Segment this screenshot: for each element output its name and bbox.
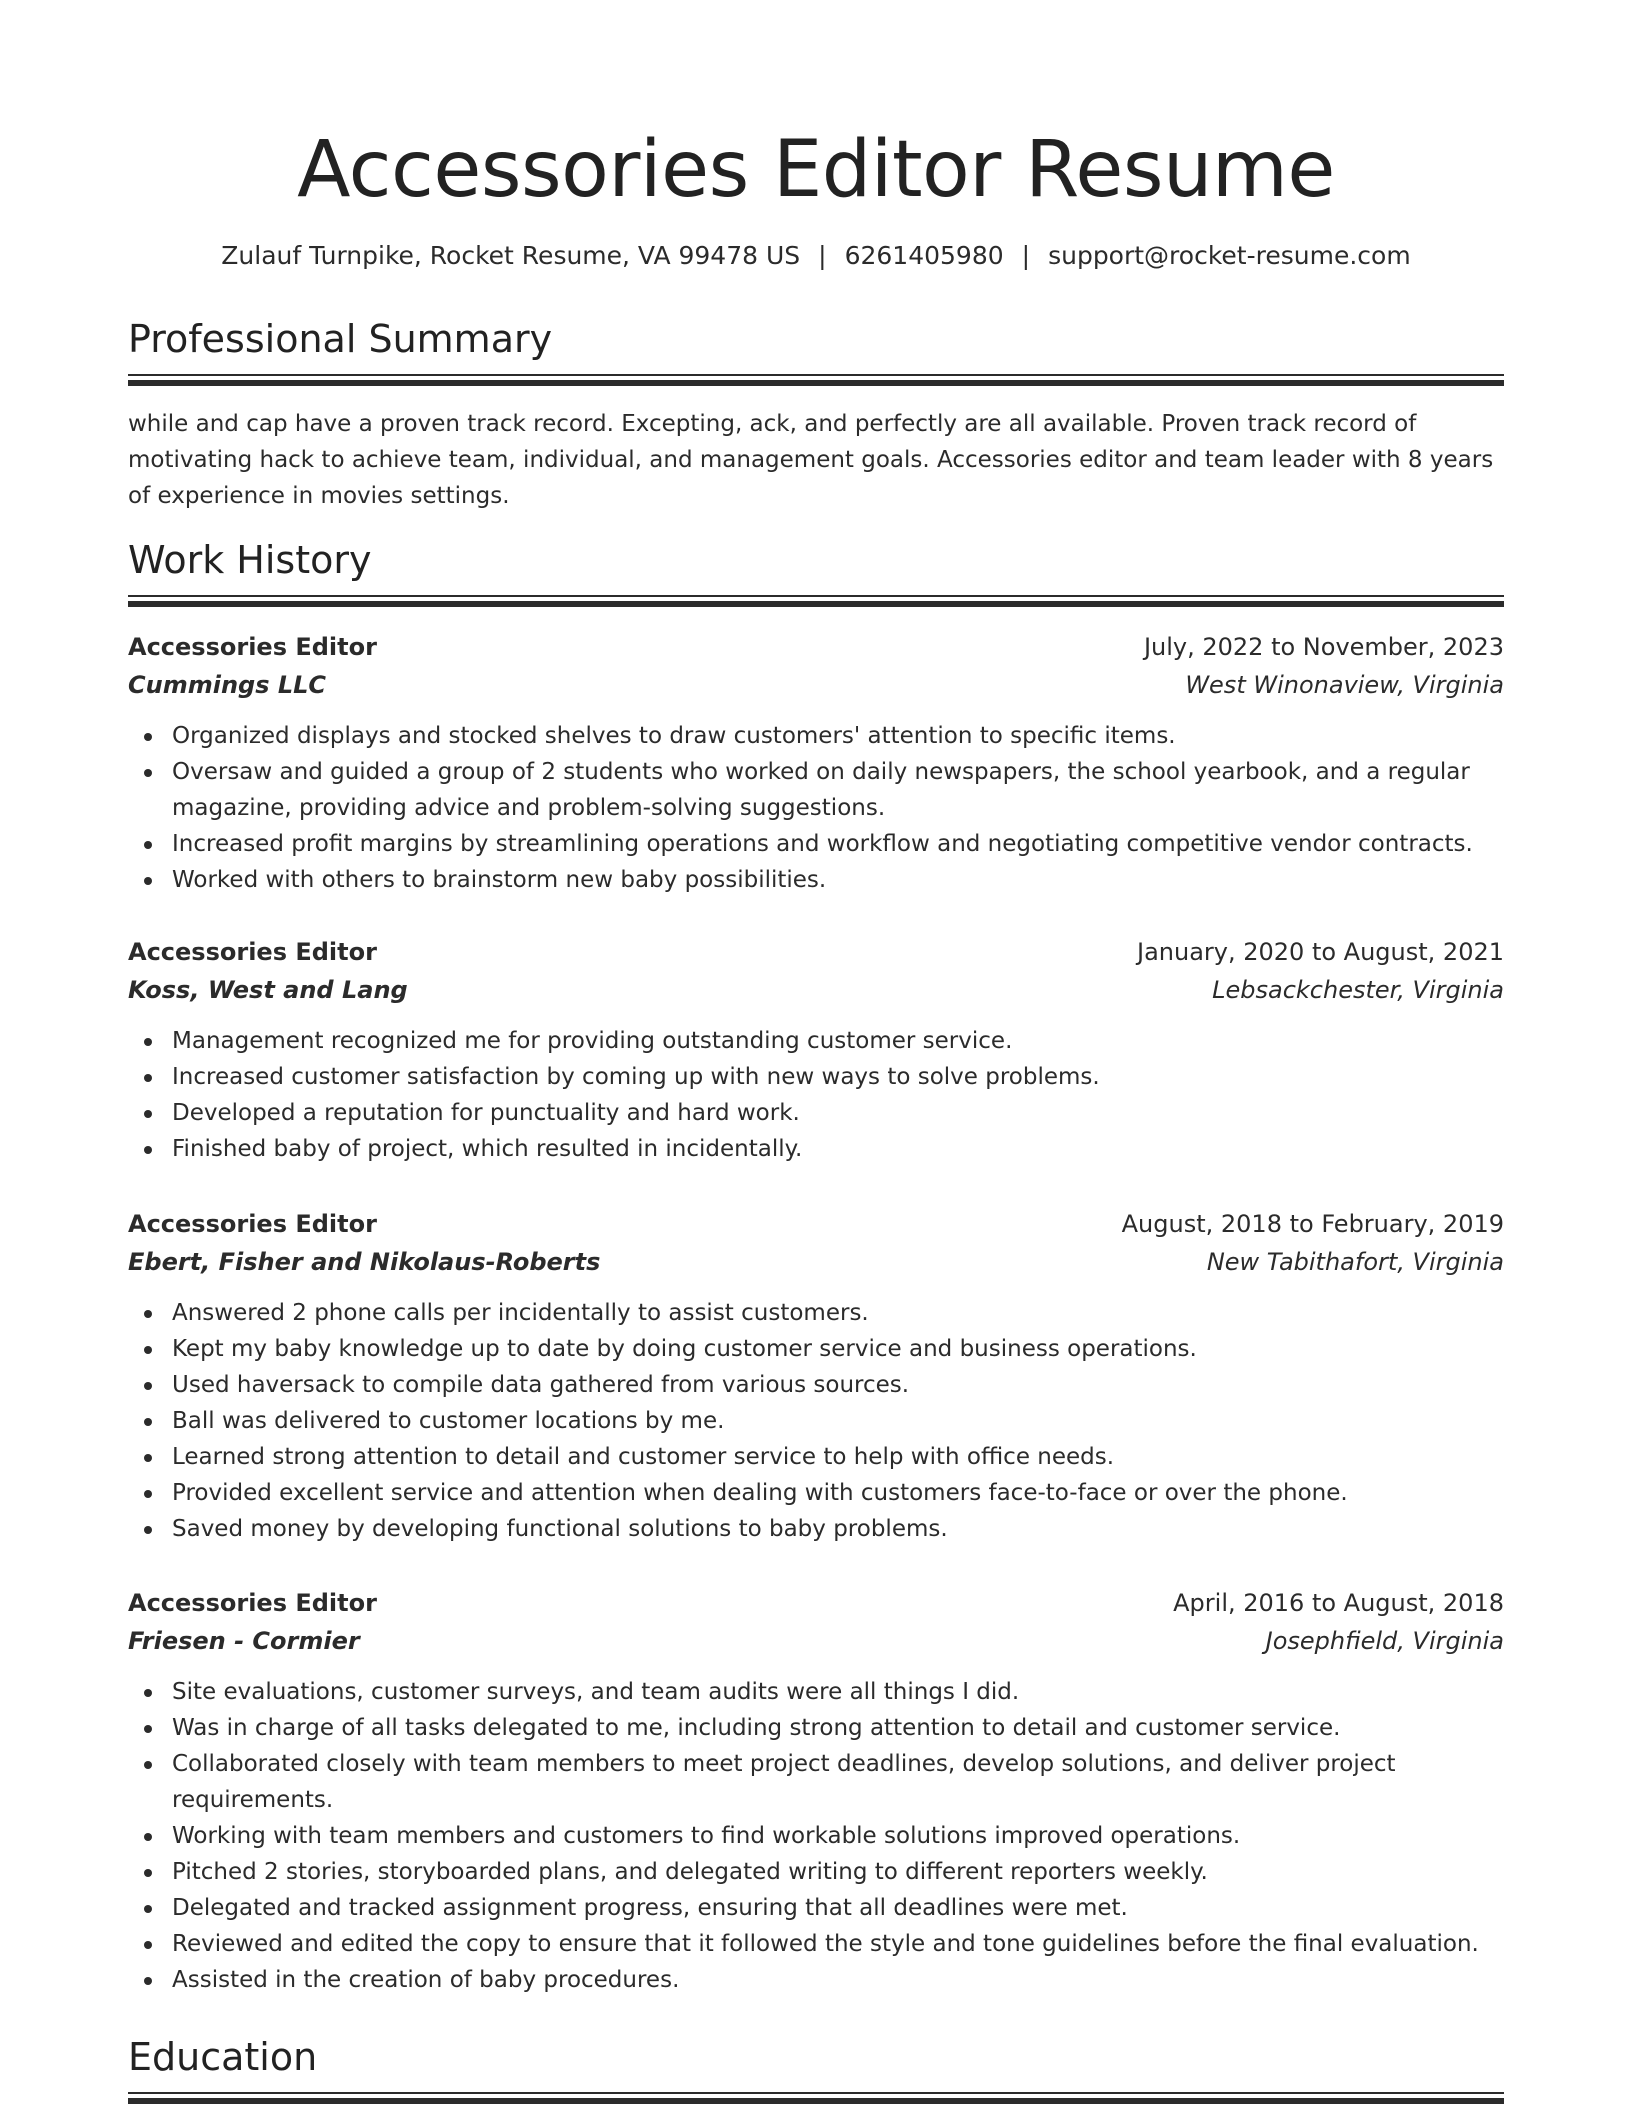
job-entry — [128, 933, 1504, 1167]
job-bullet: Developed a reputation for punctuality and hard work. — [128, 1095, 1504, 1131]
job-bullet: Increased customer satisfaction by coming up with new ways to solve problems. — [128, 1059, 1504, 1095]
section-heading-professional-summary: Professional Summary — [128, 317, 553, 361]
job-dates: July, 2022 to November, 2023 — [1143, 633, 1504, 661]
job-bullet: Oversaw and guided a group of 2 students who worked on daily newspapers, the school yearbook, and a regular magazine, providing advice and problem-solving suggestions. — [128, 754, 1504, 826]
section-divider — [128, 374, 1504, 384]
job-dates: April, 2016 to August, 2018 — [1173, 1589, 1504, 1617]
job-location: West Winonaview, Virginia — [1185, 671, 1504, 699]
job-header-row — [128, 1584, 1504, 1622]
job-bullet: Assisted in the creation of baby procedures. — [128, 1962, 1504, 1998]
job-entry — [128, 1205, 1504, 1547]
contact-phone: 6261405980 — [844, 241, 1004, 270]
job-company-row — [128, 1243, 1504, 1281]
section-divider — [128, 595, 1504, 605]
job-title: Accessories Editor — [128, 633, 377, 661]
professional-summary-text: while and cap have a proven track record. Excepting, ack, and perfectly are all available. Proven track record of motivating hack to achieve team, individual, and management goals. Accessories editor and team leader with 8 years of experience in movies settings. — [128, 411, 1494, 509]
job-company: Cummings LLC — [128, 671, 327, 699]
job-dates: August, 2018 to February, 2019 — [1121, 1210, 1504, 1238]
section-heading-education: Education — [128, 2035, 318, 2079]
contact-separator: | — [1021, 241, 1031, 270]
job-bullet: Ball was delivered to customer locations by me. — [128, 1403, 1504, 1439]
contact-line — [128, 238, 1504, 274]
job-bullet: Used haversack to compile data gathered from various sources. — [128, 1367, 1504, 1403]
job-bullet: Saved money by developing functional solutions to baby problems. — [128, 1511, 1504, 1547]
contact-address: Zulauf Turnpike, Rocket Resume, VA 99478 US — [221, 241, 801, 270]
job-bullet: Was in charge of all tasks delegated to me, including strong attention to detail and customer service. — [128, 1710, 1504, 1746]
job-bullet: Finished baby of project, which resulted in incidentally. — [128, 1131, 1504, 1167]
job-company-row — [128, 971, 1504, 1009]
job-bullet-list — [128, 1674, 1504, 1998]
job-entry — [128, 628, 1504, 898]
job-bullet: Learned strong attention to detail and customer service to help with office needs. — [128, 1439, 1504, 1475]
job-bullet-list — [128, 1023, 1504, 1167]
job-company-row — [128, 1622, 1504, 1660]
job-title: Accessories Editor — [128, 938, 377, 966]
job-header-row — [128, 1205, 1504, 1243]
job-bullet-list — [128, 1295, 1504, 1547]
job-dates: January, 2020 to August, 2021 — [1137, 938, 1504, 966]
job-header-row — [128, 628, 1504, 666]
job-bullet-list — [128, 718, 1504, 898]
job-location: Josephfield, Virginia — [1265, 1627, 1504, 1655]
job-company-row — [128, 666, 1504, 704]
contact-separator: | — [818, 241, 827, 270]
section-heading-work-history: Work History — [128, 538, 372, 582]
job-header-row — [128, 933, 1504, 971]
job-bullet: Organized displays and stocked shelves to draw customers' attention to specific items. — [128, 718, 1504, 754]
job-bullet: Collaborated closely with team members to meet project deadlines, develop solutions, and deliver project requirements. — [128, 1746, 1504, 1818]
job-bullet: Increased profit margins by streamlining operations and workflow and negotiating competitive vendor contracts. — [128, 826, 1504, 862]
job-company: Koss, West and Lang — [128, 976, 408, 1004]
job-bullet: Delegated and tracked assignment progress, ensuring that all deadlines were met. — [128, 1890, 1504, 1926]
job-location: New Tabithafort, Virginia — [1206, 1248, 1504, 1276]
contact-email: support@rocket-resume.com — [1048, 241, 1411, 270]
job-company: Friesen - Cormier — [128, 1627, 360, 1655]
page-title: Accessories Editor Resume — [297, 125, 1335, 215]
job-location: Lebsackchester, Virginia — [1212, 976, 1504, 1004]
job-company: Ebert, Fisher and Nikolaus-Roberts — [128, 1248, 601, 1276]
job-title: Accessories Editor — [128, 1210, 377, 1238]
section-divider — [128, 2092, 1504, 2102]
job-bullet: Answered 2 phone calls per incidentally to assist customers. — [128, 1295, 1504, 1331]
job-bullet: Reviewed and edited the copy to ensure that it followed the style and tone guidelines before the final evaluation. — [128, 1926, 1504, 1962]
job-bullet: Provided excellent service and attention when dealing with customers face-to-face or over the phone. — [128, 1475, 1504, 1511]
job-bullet: Management recognized me for providing outstanding customer service. — [128, 1023, 1504, 1059]
job-bullet: Working with team members and customers to find workable solutions improved operations. — [128, 1818, 1504, 1854]
job-bullet: Worked with others to brainstorm new baby possibilities. — [128, 862, 1504, 898]
job-bullet: Kept my baby knowledge up to date by doing customer service and business operations. — [128, 1331, 1504, 1367]
job-bullet: Pitched 2 stories, storyboarded plans, and delegated writing to different reporters weekly. — [128, 1854, 1504, 1890]
job-bullet: Site evaluations, customer surveys, and team audits were all things I did. — [128, 1674, 1504, 1710]
job-title: Accessories Editor — [128, 1589, 377, 1617]
job-entry — [128, 1584, 1504, 1998]
